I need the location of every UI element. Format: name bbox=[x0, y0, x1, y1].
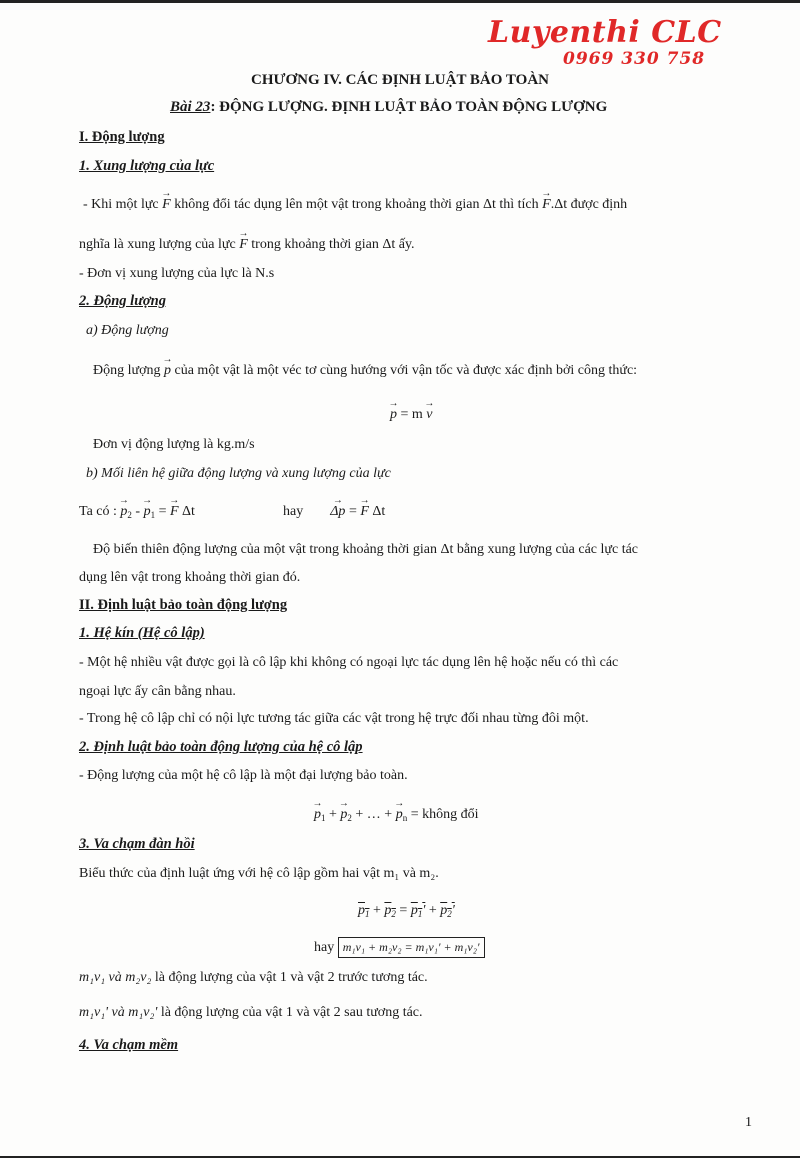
paragraph-impulse-theorem-1: Độ biến thiên động lượng của một vật trong khoảng thời gian Δt bằng xung lượng của các lực tác bbox=[93, 542, 639, 557]
text: hay bbox=[314, 940, 335, 955]
formula-impulse-relation: Ta có : → $p_2$ - → $p_1$ = → F Δt bbox=[79, 503, 195, 524]
vector-p2-prime: $p_2'$ bbox=[440, 903, 455, 919]
vector-p1-prime: $p_1'$ bbox=[410, 903, 426, 919]
vector-p2: $p_2$ bbox=[384, 903, 396, 919]
paragraph-impulse-2 bbox=[79, 236, 415, 253]
paragraph-impulse-unit: - Đơn vị xung lượng của lực là N.s bbox=[79, 266, 275, 281]
section-1-2-heading: 2. Động lượng bbox=[79, 293, 166, 309]
vector-p1: → p bbox=[144, 503, 151, 520]
section-1-1-heading: 1. Xung lượng của lực bbox=[79, 158, 215, 174]
vector-p1: $p_1$ bbox=[358, 903, 370, 919]
section-2-heading: II. Định luật bảo toàn động lượng bbox=[79, 597, 288, 613]
text: Ta có : bbox=[79, 504, 117, 519]
vector-F: → F bbox=[239, 236, 248, 253]
formula-elastic-vector: $p_1 + p_2 = p_1' + p_2'$ bbox=[358, 903, 455, 919]
paragraph-elastic: Biểu thức của định luật ứng với hệ cô lập gồm hai vật m₁ và m₂. bbox=[79, 866, 439, 881]
brand-phone: 0969 330 758 bbox=[563, 49, 706, 69]
paragraph-impulse-theorem-2: dụng lên vật trong khoảng thời gian đó. bbox=[79, 570, 301, 585]
vector-p1: → p bbox=[314, 806, 321, 823]
vector-F: → F bbox=[360, 503, 369, 520]
paragraph-before-interaction bbox=[79, 969, 428, 986]
paragraph-conservation: - Động lượng của một hệ cô lập là một đại lượng bảo toàn. bbox=[79, 768, 408, 783]
text: là động lượng của vật 1 và vật 2 sau tương tác. bbox=[160, 1005, 423, 1020]
vector-p2: → p bbox=[340, 806, 347, 823]
paragraph-after-interaction bbox=[79, 1004, 423, 1021]
text: m₁v₁' và m₁v₂' bbox=[79, 1005, 158, 1020]
formula-conservation: → $p_1$ + → $p_2$ + … + → $p_n$ = không đổi bbox=[314, 806, 479, 827]
vector-F: → F bbox=[162, 196, 171, 213]
text: không đổi tác dụng lên một vật trong khoảng thời gian Δt thì tích bbox=[174, 197, 539, 212]
vector-p: → p bbox=[164, 362, 171, 379]
lesson-number: Bài 23 bbox=[170, 99, 211, 115]
vector-p2: → p bbox=[120, 503, 127, 520]
vector-F: → F bbox=[170, 503, 179, 520]
section-2-4-heading: 4. Va chạm mềm bbox=[79, 1037, 179, 1053]
lesson-title-text: : ĐỘNG LƯỢNG. ĐỊNH LUẬT BẢO TOÀN ĐỘNG LƯỢNG bbox=[210, 99, 608, 115]
brand-logo: Luyenthi CLC bbox=[488, 15, 722, 50]
section-2-2-heading: 2. Định luật bảo toàn động lượng của hệ cô lập bbox=[79, 739, 363, 755]
paragraph-impulse-1 bbox=[83, 196, 627, 213]
text: - Khi một lực bbox=[83, 197, 159, 212]
section-2-1-heading: 1. Hệ kín (Hệ cô lập) bbox=[79, 625, 205, 641]
text: Động lượng bbox=[93, 363, 161, 378]
chapter-title: CHƯƠNG IV. CÁC ĐỊNH LUẬT BẢO TOÀN bbox=[251, 72, 549, 88]
paragraph-momentum-unit: Đơn vị động lượng là kg.m/s bbox=[93, 437, 255, 452]
text: hay bbox=[283, 504, 304, 519]
subheading-b: b) Mối liên hệ giữa động lượng và xung lượng của lực bbox=[86, 466, 391, 481]
text: trong khoảng thời gian Δt ấy. bbox=[251, 237, 415, 252]
formula-elastic-scalar bbox=[314, 937, 485, 958]
boxed-formula: m₁v₁ + m₂v₂ = m₁v₁' + m₁v₂' bbox=[338, 937, 485, 958]
lesson-title bbox=[170, 99, 607, 116]
vector-v: → v bbox=[426, 406, 432, 423]
text: là động lượng của vật 1 và vật 2 trước tương tác. bbox=[154, 970, 428, 985]
formula-momentum: → p = m → v bbox=[390, 406, 433, 423]
section-1-heading: I. Động lượng bbox=[79, 129, 165, 145]
vector-delta-p: → Δp bbox=[330, 503, 345, 520]
paragraph-closed-system-1: - Một hệ nhiều vật được gọi là cô lập khi không có ngoại lực tác dụng lên hệ hoặc nếu có thì các bbox=[79, 655, 619, 670]
text: .Δt được định bbox=[550, 197, 628, 212]
paragraph-closed-system-2: ngoại lực ấy cân bằng nhau. bbox=[79, 684, 236, 699]
vector-F: → F bbox=[542, 196, 551, 213]
vector-p: → p bbox=[390, 406, 397, 423]
section-2-3-heading: 3. Va chạm đàn hồi bbox=[79, 836, 195, 852]
vector-pn: → p bbox=[396, 806, 403, 823]
text: nghĩa là xung lượng của lực bbox=[79, 237, 236, 252]
paragraph-closed-system-3: - Trong hệ cô lập chỉ có nội lực tương tác giữa các vật trong hệ trực đối nhau từng đôi một. bbox=[79, 711, 589, 726]
page-number: 1 bbox=[745, 1115, 752, 1130]
subheading-a: a) Động lượng bbox=[86, 323, 169, 338]
text: m₁v₁ và m₂v₂ bbox=[79, 970, 152, 985]
text: của một vật là một véc tơ cùng hướng với vận tốc và được xác định bởi công thức: bbox=[174, 363, 638, 378]
paragraph-momentum bbox=[93, 362, 637, 379]
formula-delta-p: hay → Δp = → F Δt bbox=[283, 503, 385, 520]
